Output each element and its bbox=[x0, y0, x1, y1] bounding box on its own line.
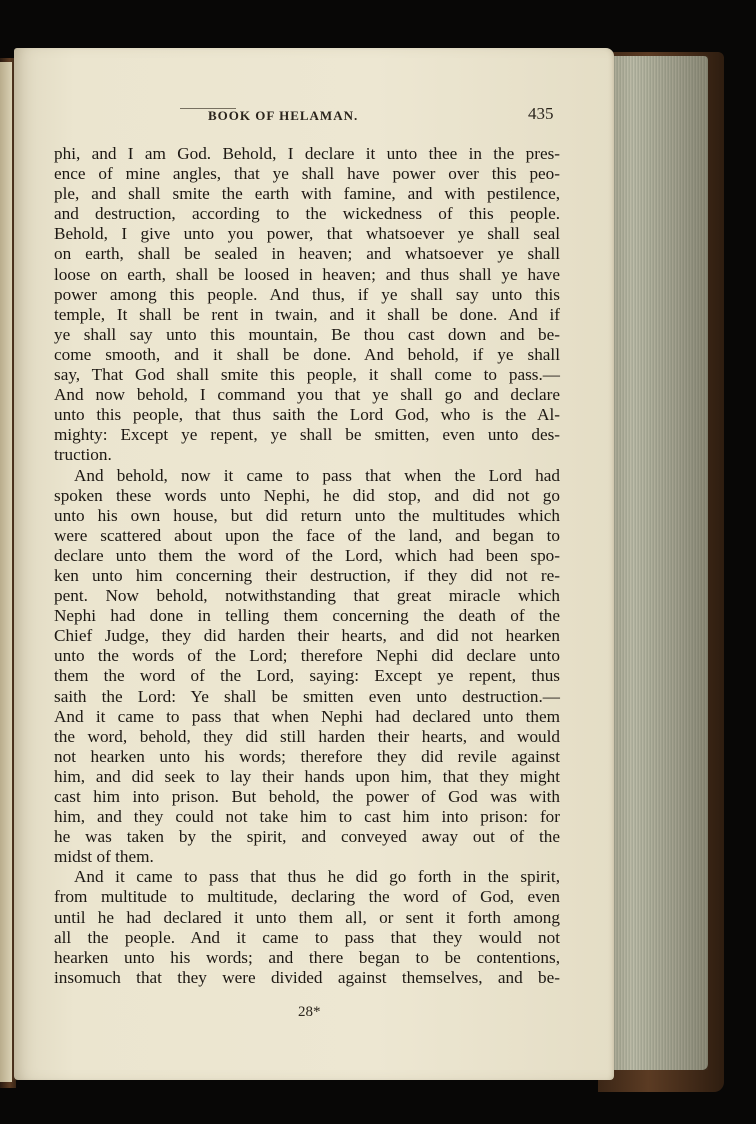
text-line: Behold, I give unto you power, that whatsoever ye shall seal bbox=[54, 224, 560, 244]
text-line: not hearken unto his words; therefore they did revile against bbox=[54, 746, 560, 766]
running-head: BOOK OF HELAMAN. bbox=[208, 108, 359, 123]
page-number: 435 bbox=[528, 104, 554, 123]
text-line: were scattered about upon the face of the land, and began to bbox=[54, 525, 560, 545]
text-line: phi, and I am God. Behold, I declare it unto thee in the pres- bbox=[54, 144, 560, 163]
text-line: insomuch that they were divided against themselves, and be- bbox=[54, 967, 560, 987]
text-line: the word, behold, they did still harden their hearts, and would bbox=[54, 726, 560, 746]
text-line: And now behold, I command you that ye shall go and declare bbox=[54, 385, 560, 405]
text-line: him, and did seek to lay their hands upon him, that they might bbox=[54, 766, 560, 786]
text-line: unto his own house, but did return unto the multitudes which bbox=[54, 505, 560, 525]
text-line: say, That God shall smite this people, it shall come to pass.— bbox=[54, 365, 560, 385]
text-line: from multitude to multitude, declaring the word of God, even bbox=[54, 887, 560, 907]
text-line: spoken these words unto Nephi, he did stop, and did not go bbox=[54, 485, 560, 505]
text-line: until he had declared it unto them all, or sent it forth among bbox=[54, 907, 560, 927]
text-line: him, and they could not take him to cast him into prison: for bbox=[54, 807, 560, 827]
text-line: ence of mine angles, that ye shall have power over this peo- bbox=[54, 164, 560, 184]
text-line: on earth, shall be sealed in heaven; and whatsoever ye shall bbox=[54, 244, 560, 264]
text-line: he was taken by the spirit, and conveyed away out of the bbox=[54, 827, 560, 847]
text-line: and destruction, according to the wickedness of this people. bbox=[54, 204, 560, 224]
text-line: ple, and shall smite the earth with famine, and with pestilence, bbox=[54, 184, 560, 204]
text-line: unto the words of the Lord; therefore Nephi did declare unto bbox=[54, 646, 560, 666]
body-text bbox=[54, 144, 560, 988]
text-line: cast him into prison. But behold, the power of God was with bbox=[54, 787, 560, 806]
text-line: loose on earth, shall be loosed in heaven; and thus shall ye have bbox=[54, 264, 560, 284]
text-line: them the word of the Lord, saying: Except ye repent, thus bbox=[54, 666, 560, 686]
text-line: all the people. And it came to pass that they would not bbox=[54, 927, 560, 947]
text-line: Nephi had done in telling them concerning the death of the bbox=[54, 606, 560, 626]
page-edges bbox=[600, 56, 708, 1070]
text-line: unto this people, that thus saith the Lord God, who is the Al- bbox=[54, 405, 560, 425]
left-page-edge bbox=[0, 62, 12, 1082]
paragraph-start-line: And it came to pass that thus he did go forth in the spirit, bbox=[74, 867, 560, 887]
text-line: declare unto them the word of the Lord, which had been spo- bbox=[54, 545, 560, 565]
text-line: truction. bbox=[54, 445, 112, 465]
text-line: mighty: Except ye repent, ye shall be smitten, even unto des- bbox=[54, 425, 560, 445]
text-line: come smooth, and it shall be done. And behold, if ye shall bbox=[54, 344, 560, 364]
text-line: saith the Lord: Ye shall be smitten even unto destruction.— bbox=[54, 686, 560, 706]
text-line: ken unto him concerning their destruction, if they did not re- bbox=[54, 565, 560, 585]
text-line: ye shall say unto this mountain, Be thou cast down and be- bbox=[54, 324, 560, 344]
signature-mark: 28* bbox=[298, 1004, 321, 1020]
text-line: power among this people. And thus, if ye shall say unto this bbox=[54, 284, 560, 304]
text-line: hearken unto his words; and there began to be contentions, bbox=[54, 947, 560, 967]
text-line: And it came to pass that when Nephi had declared unto them bbox=[54, 706, 560, 726]
text-line: pent. Now behold, notwithstanding that great miracle which bbox=[54, 586, 560, 606]
text-line: temple, It shall be rent in twain, and it shall be done. And if bbox=[54, 304, 560, 324]
text-line: Chief Judge, they did harden their hearts, and did not hearken bbox=[54, 626, 560, 646]
text-line: midst of them. bbox=[54, 847, 154, 867]
paragraph-start-line: And behold, now it came to pass that when the Lord had bbox=[74, 465, 560, 485]
